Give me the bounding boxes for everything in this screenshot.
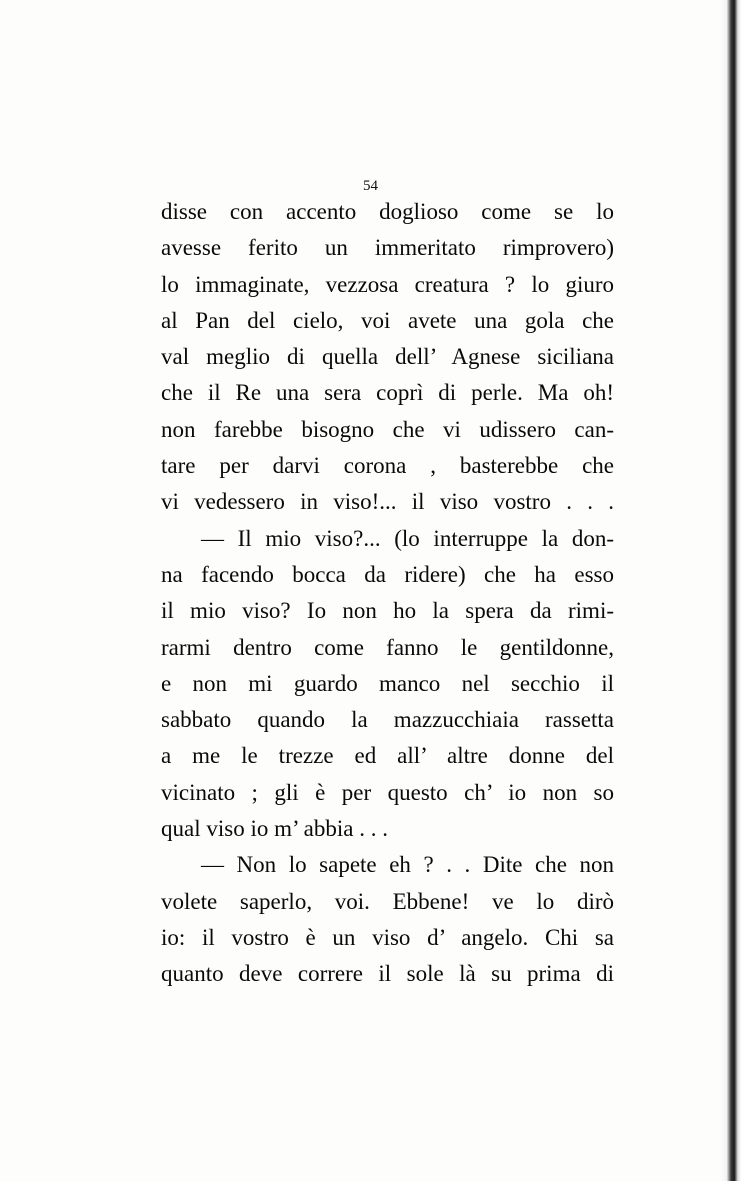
text-line: non farebbe bisogno che vi udissero can-: [161, 416, 614, 442]
text-line: — Il mio viso?... (lo interruppe la don-: [201, 525, 614, 551]
text-line: che il Re una sera coprì di perle. Ma oh!: [161, 380, 614, 406]
text-line: e non mi guardo manco nel secchio il: [161, 670, 614, 696]
page-number: 54: [363, 178, 378, 194]
text-line: quanto deve correre il sole là su prima di: [161, 961, 614, 987]
text-line: al Pan del cielo, voi avete una gola che: [161, 307, 614, 333]
text-line: avesse ferito un immeritato rimprovero): [161, 235, 614, 261]
text-line: io: il vostro è un viso d’ angelo. Chi sa: [161, 924, 614, 950]
text-line: vicinato ; gli è per questo ch’ io non so: [161, 779, 614, 805]
text-line: a me le trezze ed all’ altre donne del: [161, 743, 614, 769]
text-line: — Non lo sapete eh ? . . Dite che non: [201, 852, 614, 878]
text-line: sabbato quando la mazzucchiaia rassetta: [161, 707, 614, 733]
text-line: disse con accento doglioso come se lo: [161, 199, 614, 224]
text-line: na facendo bocca da ridere) che ha esso: [161, 561, 614, 587]
text-line: tare per darvi corona , basterebbe che: [161, 453, 614, 479]
text-line: il mio viso? Io non ho la spera da rimi-: [161, 598, 614, 624]
text-line: lo immaginate, vezzosa creatura ? lo giuro: [161, 271, 614, 297]
text-line: volete saperlo, voi. Ebbene! ve lo dirò: [161, 888, 614, 914]
text-line: qual viso io m’ abbia . . .: [161, 816, 388, 842]
text-line: val meglio di quella dell’ Agnese siciliana: [161, 344, 614, 370]
text-line: rarmi dentro come fanno le gentildonne,: [161, 634, 614, 660]
body-text: [161, 194, 614, 993]
text-line: vi vedessero in viso!... il viso vostro . . .: [161, 489, 614, 515]
